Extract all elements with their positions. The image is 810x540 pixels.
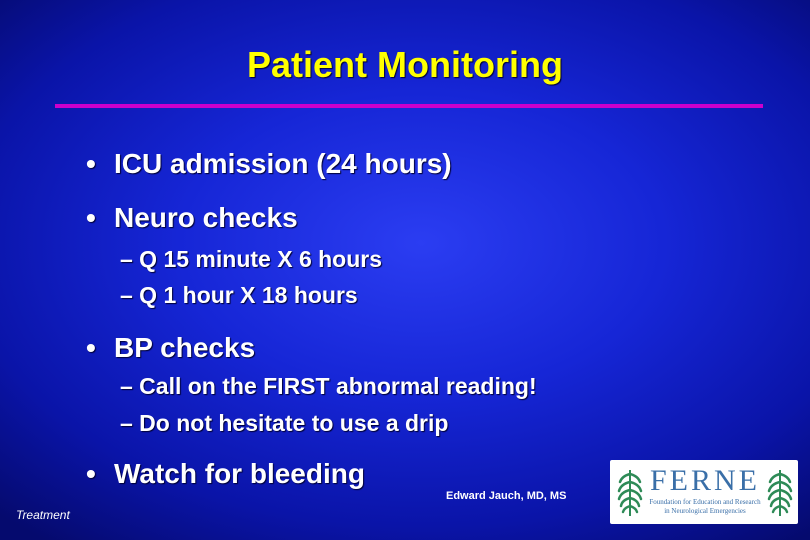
bullet-icu-admission (86, 148, 452, 180)
bullet-text: Watch for bleeding (114, 458, 365, 489)
bullet-text: Neuro checks (114, 202, 298, 233)
bullet-marker: • (86, 202, 96, 233)
bullet-neuro-checks (86, 202, 298, 234)
bullet-text: BP checks (114, 332, 256, 363)
logo-name: FERNE (649, 464, 760, 497)
logo-tagline (646, 498, 764, 516)
sub-bullet-drip: – Do not hesitate to use a drip (120, 410, 449, 436)
bullet-marker: • (86, 332, 96, 363)
bullet-marker: • (86, 148, 96, 179)
bullet-watch-bleeding (86, 458, 365, 490)
logo-tagline-line2: in Neurological Emergencies (664, 507, 746, 515)
ferne-logo (610, 460, 798, 524)
section-label: Treatment (16, 508, 70, 522)
bullet-bp-checks (86, 332, 255, 364)
bullet-text: ICU admission (24 hours) (114, 148, 452, 179)
fern-leaf-icon (766, 466, 794, 518)
slide-title: Patient Monitoring (247, 44, 563, 85)
logo-tagline-line1: Foundation for Education and Research (649, 498, 761, 506)
fern-leaf-icon (616, 466, 644, 518)
title-divider (55, 104, 763, 108)
sub-bullet-call: – Call on the FIRST abnormal reading! (120, 373, 537, 399)
sub-bullet-q1: – Q 1 hour X 18 hours (120, 282, 358, 308)
author-credit: Edward Jauch, MD, MS (446, 490, 567, 502)
sub-bullet-q15: – Q 15 minute X 6 hours (120, 246, 383, 272)
bullet-marker: • (86, 458, 96, 489)
